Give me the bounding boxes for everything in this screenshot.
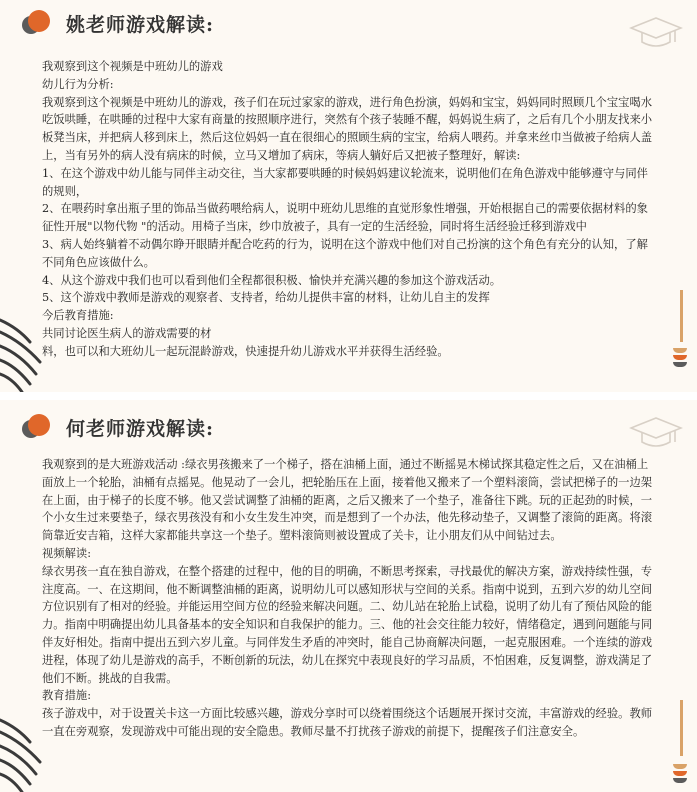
accent-bar [680, 290, 683, 342]
paragraph: 今后教育措施: [42, 309, 114, 323]
section-body [42, 456, 659, 741]
graduation-cap-icon [629, 412, 683, 452]
stack-decoration [673, 764, 687, 785]
paragraph: 3、病人始终躺着不动偶尔睁开眼睛并配合吃药的行为，说明在这个游戏中他们对自己扮演的这个角色有充分的认知，了解不同角色应该做什么。 [42, 237, 648, 269]
card-he [0, 400, 697, 792]
paragraph: 2、在喂药时拿出瓶子里的饰品当做药喂给病人，说明中班幼儿思维的直觉形象性增强，开始根据自己的需要依据材料的象征性开展"以物代物 "的活动。用椅子当床，纱巾放被子，具有一定的生活经验，同时将生活经验迁移到游戏中 [42, 202, 648, 234]
accent-bar [680, 700, 683, 756]
stack-decoration [673, 348, 687, 369]
section-body [42, 58, 659, 361]
card-yao [0, 0, 697, 392]
paragraph: 我观察到的是大班游戏活动 :绿衣男孩搬来了一个梯子，搭在油桶上面，通过不断摇晃木梯试探其稳定性之后，又在油桶上面放上一个轮胎，油桶有点摇晃。他晃动了一会儿，把轮胎压在上面，接着他又搬来了一个塑料滚筒，尝试把梯子的一边架在上面，由于梯子的长度不够。他又尝试调整了油桶的距离，之后又搬来了一个垫子，准备往下跳。玩的正起劲的时候，一个小女生过来要垫子，绿衣男孩没有和小女生发生冲突，而是想到了一个办法，他先移动垫子，又调整了滚筒的距离。将滚筒靠近安吉箱，这样大家都能共享这一个垫子。塑料滚筒则被设置成了关卡，让小朋友们从中间钻过去。 [42, 458, 653, 543]
title-bullet-icon [22, 10, 48, 36]
paragraph: 4、从这个游戏中我们也可以看到他们全程都很积极、愉快并充满兴趣的参加这个游戏活动。 [42, 273, 502, 287]
paragraph: 教育措施: [42, 689, 91, 703]
title-row [22, 8, 214, 38]
paragraph: 绿衣男孩一直在独自游戏，在整个搭建的过程中，他的目的明确，不断思考探索，寻找最优的解决方案，游戏持续性强，专注度高。一、在这期间，他不断调整油桶的距离，说明幼儿可以感知形状与空间的关系。指南中说到，五到六岁的幼儿空间方位识别有了相对的经验。并能运用空间方位的经验来解决问题。二、幼儿站在轮胎上试稳，说明了幼儿有了预估风险的能力。指南中明确提出幼儿具备基本的安全知识和自我保护的能力。三、他的社会交往能力较好，情绪稳定，遇到问题能与同伴友好相处。指南中提出五到六岁儿童。与同伴发生矛盾的冲突时，能自己协商解决问题，一起克服困难。一个连续的游戏进程，体现了幼儿是游戏的高手，不断创新的玩法，幼儿在探究中表现良好的学习品质，不怕困难，反复调整，游戏满足了他们不断。挑战的自我需。 [42, 564, 653, 685]
palm-leaf-decoration [0, 302, 55, 392]
paragraph: 5、这个游戏中教师是游戏的观察者、支持者，给幼儿提供丰富的材料，让幼儿自主的发挥 [42, 291, 490, 305]
paragraph: 共同讨论医生病人的游戏需要的材 [42, 326, 212, 340]
paragraph: 孩子游戏中，对于设置关卡这一方面比较感兴趣，游戏分享时可以绕着围绕这个话题展开探讨交流，丰富游戏的经验。教师一直在旁观察，发现游戏中可能出现的安全隐患。教师尽量不打扰孩子游戏的前提下，提醒孩子们注意安全。 [42, 707, 653, 738]
palm-leaf-decoration [0, 702, 55, 792]
paragraph: 我观察到这个视频是中班幼儿的游戏 [42, 60, 223, 73]
paragraph: 1、在这个游戏中幼儿能与同伴主动交往，当大家都要哄睡的时候妈妈建议轮流来，说明他们在角色游戏中能够遵守与同伴的规则， [42, 166, 648, 198]
paragraph: 料，也可以和大班幼儿一起玩混龄游戏，快速提升幼儿游戏水平并获得生活经验。 [42, 344, 449, 358]
paragraph: 幼儿行为分析: [42, 77, 114, 91]
section-title: 姚老师游戏解读: [66, 13, 215, 36]
title-bullet-icon [22, 414, 48, 440]
title-row [22, 412, 214, 442]
section-title: 何老师游戏解读: [66, 417, 215, 440]
paragraph: 视频解读: [42, 546, 91, 560]
paragraph: 我观察到这个视频是中班幼儿的游戏，孩子们在玩过家家的游戏，进行角色扮演，妈妈和宝宝，妈妈同时照顾几个宝宝喝水吃饭哄睡，在哄睡的过程中大家有商量的按照顺序进行，突然有个孩子装睡不醒，妈妈说生病了，之后有几个小朋友找来小板凳当床，并把病人移到床上，然后这位妈妈一直在很细心的照顾生病的宝宝，给病人喂药。并拿来丝巾当做被子给病人盖上，当有另外的病人没有病床的时候，立马又增加了病床，等病人躺好后又把被子整理好，解读: [42, 95, 653, 162]
graduation-cap-icon [629, 12, 683, 52]
